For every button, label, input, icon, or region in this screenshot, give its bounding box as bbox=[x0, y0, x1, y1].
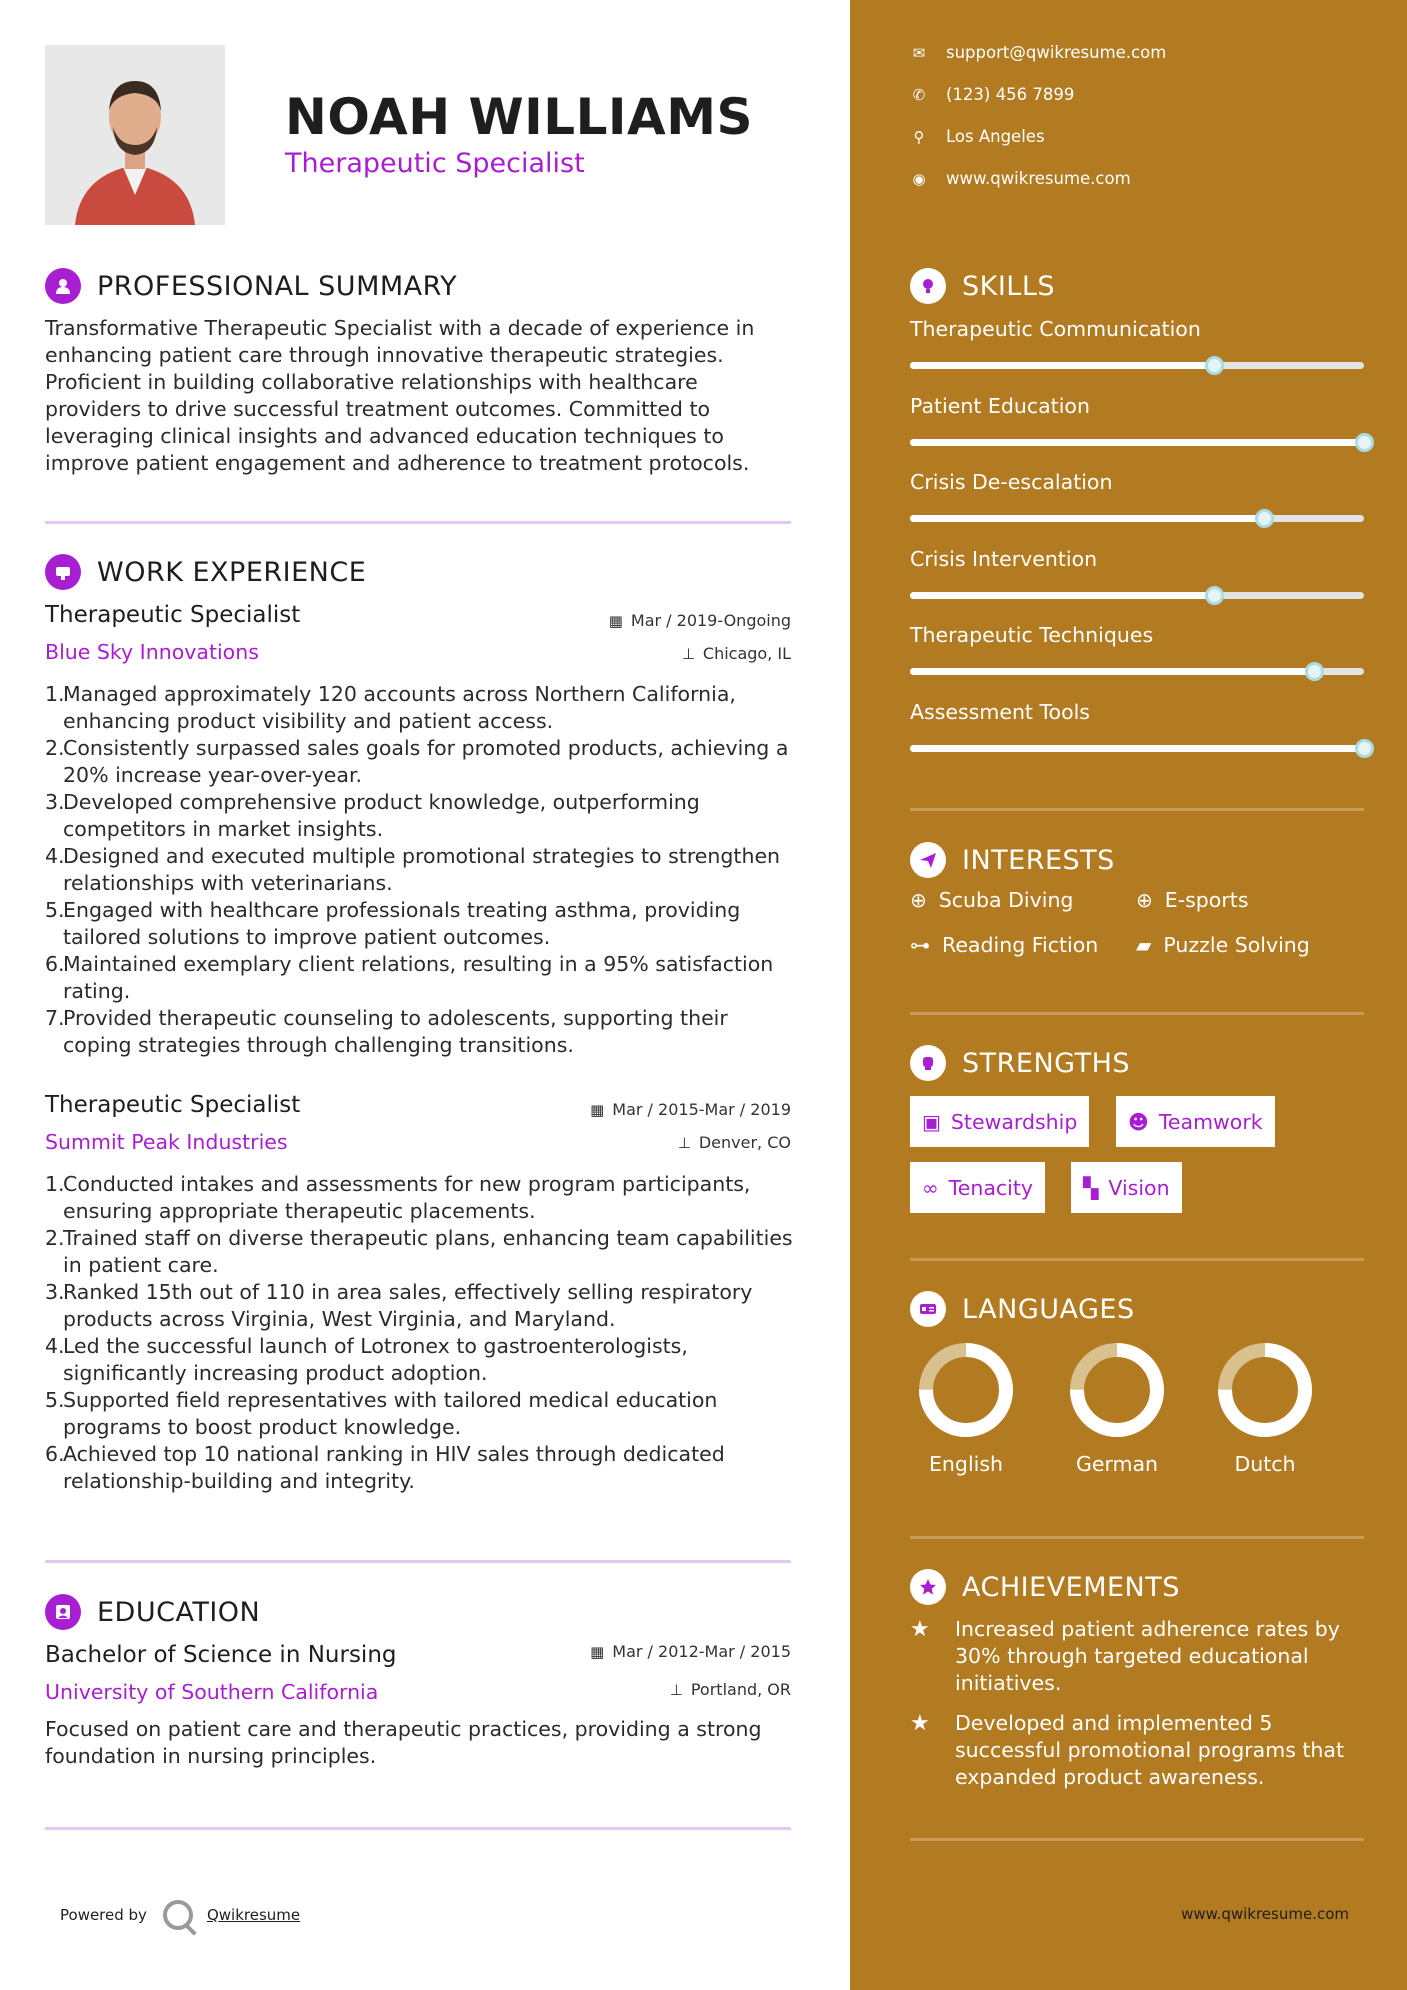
skill-bar-knob bbox=[1355, 433, 1374, 452]
phone-icon: ✆ bbox=[912, 85, 926, 104]
book-icon: ▰ bbox=[1136, 933, 1152, 957]
pin-icon: ⊥ bbox=[681, 644, 695, 663]
language-ring bbox=[916, 1340, 1016, 1440]
list-item: 4. Designed and executed multiple promotional strategies to strengthen relationships with veterinarians. bbox=[45, 844, 781, 895]
profile-photo bbox=[45, 45, 225, 225]
language-item bbox=[1195, 1340, 1335, 1476]
achievements-heading bbox=[910, 1569, 1180, 1605]
skill-bar-knob bbox=[1205, 586, 1224, 605]
skill-bar-fill bbox=[910, 745, 1364, 752]
job-location-text: Chicago, IL bbox=[702, 644, 791, 663]
job-location-text: Denver, CO bbox=[698, 1133, 791, 1152]
education-title: EDUCATION bbox=[97, 1596, 261, 1628]
star-icon: ★ bbox=[910, 1711, 930, 1736]
user-icon bbox=[45, 268, 81, 304]
star-icon bbox=[910, 1569, 946, 1605]
language-item bbox=[896, 1340, 1036, 1476]
briefcase-icon bbox=[45, 554, 81, 590]
gamepad-icon: ⊶ bbox=[910, 933, 930, 957]
skill-bar-fill bbox=[910, 515, 1264, 522]
education-dates-text: Mar / 2012-Mar / 2015 bbox=[612, 1642, 791, 1661]
skill-label: Patient Education bbox=[910, 393, 1090, 418]
skill-bar bbox=[910, 668, 1364, 675]
language-ring bbox=[1215, 1340, 1315, 1440]
contact-location bbox=[910, 127, 1045, 146]
powered-by bbox=[60, 1900, 300, 1930]
job-dates-text: Mar / 2015-Mar / 2019 bbox=[612, 1100, 791, 1119]
strength-badge: ☻ Teamwork bbox=[1116, 1096, 1275, 1147]
school: University of Southern California bbox=[45, 1680, 379, 1704]
summary-heading bbox=[45, 268, 457, 304]
skill-bar bbox=[910, 515, 1364, 522]
list-item: 6. Achieved top 10 national ranking in HIV sales through dedicated relationship-building and integrity. bbox=[45, 1442, 725, 1493]
job-title: Therapeutic Specialist bbox=[45, 602, 301, 628]
list-item: 5. Engaged with healthcare professionals treating asthma, providing tailored solutions to improve patient outcomes. bbox=[45, 898, 741, 949]
section-divider bbox=[910, 1838, 1364, 1841]
globe-icon: ◉ bbox=[912, 169, 926, 188]
job-title: Therapeutic Specialist bbox=[45, 1092, 301, 1118]
skill-label: Therapeutic Communication bbox=[910, 317, 1201, 341]
section-divider bbox=[45, 1827, 791, 1830]
skill-label: Therapeutic Techniques bbox=[910, 623, 1154, 647]
list-item: 3. Ranked 15th out of 110 in area sales, effectively selling respiratory products across Virginia, West Virginia, and Maryland. bbox=[45, 1280, 753, 1331]
skill-bar-knob bbox=[1355, 739, 1374, 758]
link-icon: ∞ bbox=[922, 1175, 939, 1200]
job-dates-text: Mar / 2019-Ongoing bbox=[630, 611, 791, 630]
language-icon bbox=[910, 1291, 946, 1327]
skill-bar-fill bbox=[910, 439, 1364, 446]
fist-icon bbox=[910, 1045, 946, 1081]
list-item: 6. Maintained exemplary client relations, resulting in a 95% satisfaction rating. bbox=[45, 952, 774, 1003]
skill-bar bbox=[910, 439, 1364, 446]
skill-label: Assessment Tools bbox=[910, 699, 1090, 724]
skill-bar-knob bbox=[1305, 662, 1324, 681]
section-divider bbox=[910, 1012, 1364, 1015]
contact-email-text: support@qwikresume.com bbox=[946, 43, 1167, 62]
skill-bar bbox=[910, 745, 1364, 752]
job-company: Summit Peak Industries bbox=[45, 1130, 288, 1154]
list-item: 4. Led the successful launch of Lotronex to gastroenterologists, significantly increasing product adoption. bbox=[45, 1334, 688, 1385]
pin-icon: ⊥ bbox=[669, 1680, 683, 1699]
contact-phone[interactable] bbox=[910, 85, 1074, 104]
achievements-title: ACHIEVEMENTS bbox=[962, 1571, 1180, 1603]
language-label: German bbox=[1075, 1452, 1159, 1476]
job-bullets bbox=[45, 1171, 795, 1495]
experience-heading bbox=[45, 554, 366, 590]
strengths-title: STRENGTHS bbox=[962, 1047, 1131, 1079]
job-location bbox=[500, 644, 791, 663]
map-pin-icon: ⚲ bbox=[913, 127, 925, 146]
interests-title: INTERESTS bbox=[962, 844, 1115, 876]
interest-item: ⊕ E-sports bbox=[1136, 888, 1249, 912]
section-divider bbox=[910, 1258, 1364, 1261]
language-label: Dutch bbox=[1234, 1452, 1296, 1476]
interest-item: ⊕ Scuba Diving bbox=[910, 888, 1074, 912]
skill-label: Crisis Intervention bbox=[910, 546, 1098, 571]
candidate-name: NOAH WILLIAMS bbox=[285, 88, 753, 146]
achievement-item: ★ Developed and implemented 5 successful promotional programs that expanded product awareness. bbox=[910, 1711, 1345, 1789]
skill-bar-knob bbox=[1205, 356, 1224, 375]
calendar-icon: ▦ bbox=[608, 611, 623, 630]
achievement-item: ★ Increased patient adherence rates by 30% through targeted educational initiatives. bbox=[910, 1617, 1340, 1695]
envelope-icon: ✉ bbox=[912, 43, 926, 62]
brand-link[interactable]: Qwikresume bbox=[206, 1906, 301, 1924]
language-ring bbox=[1067, 1340, 1167, 1440]
job-bullets bbox=[45, 681, 795, 1059]
qwikresume-logo-icon bbox=[163, 1900, 193, 1930]
graduate-icon bbox=[45, 1594, 81, 1630]
section-divider bbox=[910, 808, 1364, 811]
list-item: 1. Managed approximately 120 accounts across Northern California, enhancing product visibility and patient access. bbox=[45, 682, 736, 733]
life-ring-icon: ⊕ bbox=[910, 888, 927, 912]
sidebar bbox=[850, 0, 1407, 1990]
education-location bbox=[500, 1680, 791, 1699]
languages-title: LANGUAGES bbox=[962, 1293, 1135, 1325]
skills-heading bbox=[910, 268, 1055, 304]
contact-location-text: Los Angeles bbox=[946, 127, 1045, 146]
skill-label: Crisis De-escalation bbox=[910, 470, 1113, 494]
list-item: 5. Supported field representatives with tailored medical education programs to boost product knowledge. bbox=[45, 1388, 718, 1439]
strength-badge: ▣ Stewardship bbox=[910, 1096, 1089, 1147]
degree: Bachelor of Science in Nursing bbox=[45, 1642, 397, 1668]
job-location bbox=[500, 1133, 791, 1152]
education-description: Focused on patient care and therapeutic practices, providing a strong foundation in nursing principles. bbox=[45, 1717, 762, 1768]
education-location-text: Portland, OR bbox=[690, 1680, 791, 1699]
contact-phone-text: (123) 456 7899 bbox=[946, 85, 1075, 104]
powered-by-label: Powered by bbox=[60, 1906, 147, 1924]
skill-bar bbox=[910, 592, 1364, 599]
strength-badge: ∞ Tenacity bbox=[910, 1162, 1045, 1213]
languages-heading bbox=[910, 1291, 1135, 1327]
calendar-icon: ▦ bbox=[590, 1100, 605, 1119]
job-dates bbox=[500, 611, 791, 630]
candidate-title: Therapeutic Specialist bbox=[285, 148, 585, 179]
list-item: 1. Conducted intakes and assessments for new program participants, ensuring appropriate therapeutic placements. bbox=[45, 1172, 751, 1223]
list-item: 2. Trained staff on diverse therapeutic plans, enhancing team capabilities in patient care. bbox=[45, 1226, 793, 1277]
lightbulb-icon bbox=[910, 268, 946, 304]
experience-title: WORK EXPERIENCE bbox=[97, 556, 367, 588]
language-item bbox=[1047, 1340, 1187, 1476]
list-item: 7. Provided therapeutic counseling to adolescents, supporting their coping strategies through challenging transitions. bbox=[45, 1006, 728, 1057]
contact-website-text: www.qwikresume.com bbox=[946, 169, 1131, 188]
calendar-icon: ▦ bbox=[590, 1642, 605, 1661]
users-icon: ☻ bbox=[1128, 1109, 1149, 1134]
skill-bar-fill bbox=[910, 592, 1214, 599]
education-heading bbox=[45, 1594, 260, 1630]
contact-website[interactable] bbox=[910, 169, 1131, 188]
star-icon: ★ bbox=[910, 1617, 930, 1642]
section-divider bbox=[910, 1536, 1364, 1539]
section-divider bbox=[45, 1560, 791, 1563]
skill-bar-fill bbox=[910, 362, 1214, 369]
footer-website[interactable]: www.qwikresume.com bbox=[1181, 1905, 1349, 1923]
language-label: English bbox=[928, 1452, 1004, 1476]
summary-title: PROFESSIONAL SUMMARY bbox=[97, 270, 458, 302]
skill-bar-knob bbox=[1255, 509, 1274, 528]
interest-item: ⊶ Reading Fiction bbox=[910, 933, 1099, 957]
list-item: 2. Consistently surpassed sales goals for promoted products, achieving a 20% increase year-over-year. bbox=[45, 736, 789, 787]
summary-text: Transformative Therapeutic Specialist with a decade of experience in enhancing patient care through innovative therapeutic strategies. Proficient in building collaborative relationships with healthcare providers to drive successful treatment outcomes. Committed to leveraging clinical insights and advanced education techniques to improve patient engagement and adherence to treatment protocols. bbox=[45, 316, 755, 475]
job-company: Blue Sky Innovations bbox=[45, 640, 259, 664]
interest-item: ▰ Puzzle Solving bbox=[1136, 933, 1310, 957]
contact-email[interactable] bbox=[910, 43, 1166, 62]
paper-plane-icon bbox=[910, 842, 946, 878]
section-divider bbox=[45, 521, 791, 524]
strength-badge: ▚ Vision bbox=[1071, 1162, 1182, 1213]
pin-icon: ⊥ bbox=[677, 1133, 691, 1152]
strengths-heading bbox=[910, 1045, 1130, 1081]
list-item: 3. Developed comprehensive product knowledge, outperforming competitors in market insights. bbox=[45, 790, 700, 841]
interests-heading bbox=[910, 842, 1115, 878]
life-ring-icon: ⊕ bbox=[1136, 888, 1153, 912]
skill-bar-fill bbox=[910, 668, 1314, 675]
education-dates bbox=[500, 1642, 791, 1661]
briefcase-icon: ▣ bbox=[922, 1109, 941, 1134]
job-dates bbox=[500, 1100, 791, 1119]
skill-bar bbox=[910, 362, 1364, 369]
binoculars-icon: ▚ bbox=[1083, 1175, 1099, 1200]
skills-title: SKILLS bbox=[962, 270, 1056, 302]
